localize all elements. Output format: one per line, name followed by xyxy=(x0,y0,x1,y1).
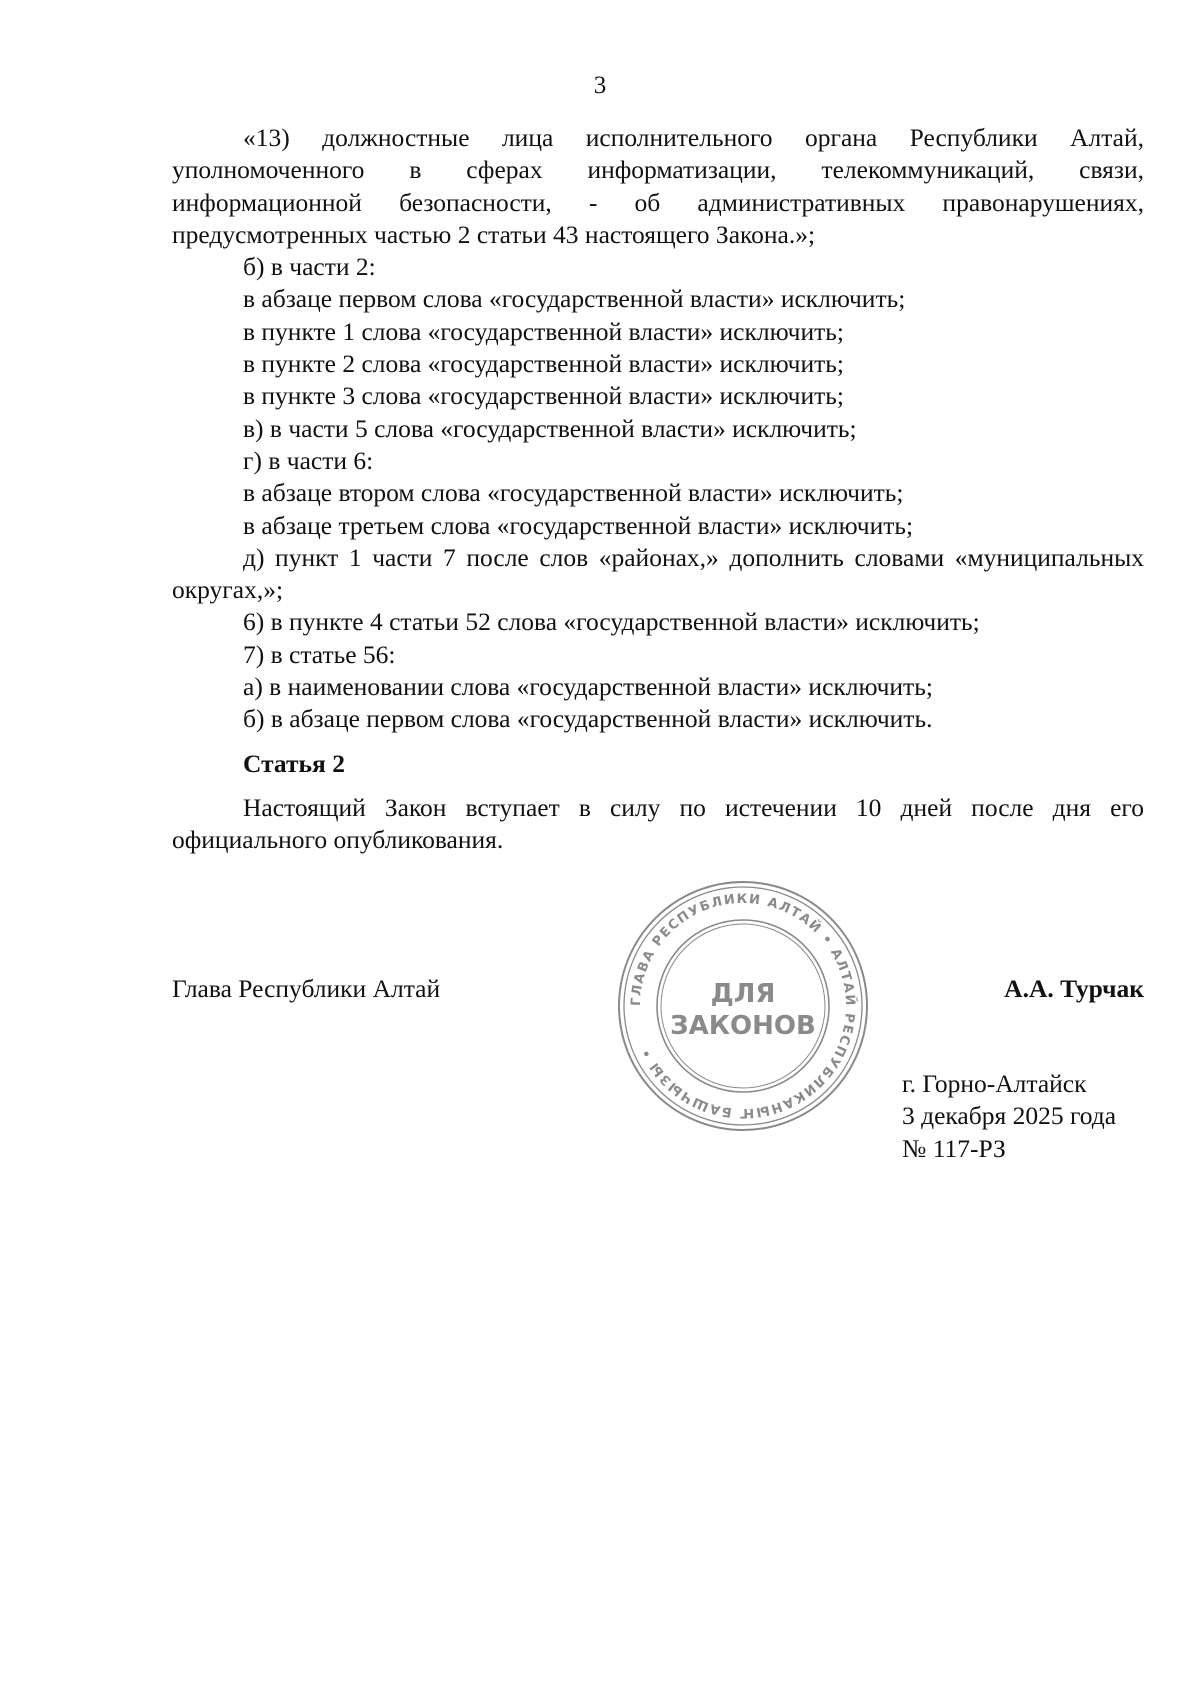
paragraph: в пункте 2 слова «государственной власти» исключить; xyxy=(243,349,844,379)
place-date-block xyxy=(902,1068,1116,1165)
official-seal xyxy=(615,878,871,1134)
signature-name: А.А. Турчак xyxy=(1004,974,1144,1003)
paragraph: в пункте 1 слова «государственной власти» исключить; xyxy=(243,316,844,346)
document-body xyxy=(172,122,1144,857)
paragraph: б) в абзаце первом слова «государственной власти» исключить. xyxy=(243,704,933,734)
signature-title: Глава Республики Алтай xyxy=(172,974,441,1003)
place: г. Горно-Алтайск xyxy=(902,1069,1087,1098)
article-heading: Статья 2 xyxy=(243,748,345,778)
seal-outer-text: ГЛАВА РЕСПУБЛИКИ АЛТАЙ • АЛТАЙ РЕСПУБЛИКАНЫҤ БАШЧЫЗЫ • xyxy=(628,891,858,1121)
date: 3 декабря 2025 года xyxy=(902,1101,1117,1131)
seal-center-line1: ДЛЯ xyxy=(710,979,776,1009)
paragraph: в) в части 5 слова «государственной власти» исключить; xyxy=(243,413,857,443)
paragraph: в абзаце первом слова «государственной власти» исключить; xyxy=(243,284,906,314)
paragraph: г) в части 6: xyxy=(243,445,374,475)
paragraph: в абзаце третьем слова «государственной власти» исключить; xyxy=(243,510,914,540)
paragraph: в абзаце втором слова «государственной власти» исключить; xyxy=(243,478,904,508)
article-text: Настоящий Закон вступает в силу по истечении 10 дней после дня его официального опубликования. xyxy=(172,792,1144,855)
paragraph: 7) в статье 56: xyxy=(243,639,396,669)
paragraph: д) пункт 1 части 7 после слов «районах,» дополнить словами «муниципальных округах,»; xyxy=(172,542,1144,605)
paragraph: а) в наименовании слова «государственной власти» исключить; xyxy=(243,672,933,702)
law-number: № 117-РЗ xyxy=(902,1133,1006,1163)
page-number: 3 xyxy=(593,72,607,99)
paragraph: 6) в пункте 4 статьи 52 слова «государственной власти» исключить; xyxy=(243,607,980,637)
paragraph: б) в части 2: xyxy=(243,252,376,282)
paragraph: «13) должностные лица исполнительного органа Республики Алтай, уполномоченного в сферах информатизации, телекоммуникаций, связи, информационной безопасности, - об административных правонарушениях, предусмотренных частью 2 статьи 43 настоящего Закона.»; xyxy=(172,123,1144,249)
paragraph: в пункте 3 слова «государственной власти» исключить; xyxy=(243,381,844,411)
seal-center-line2: ЗАКОНОВ xyxy=(670,1011,816,1041)
